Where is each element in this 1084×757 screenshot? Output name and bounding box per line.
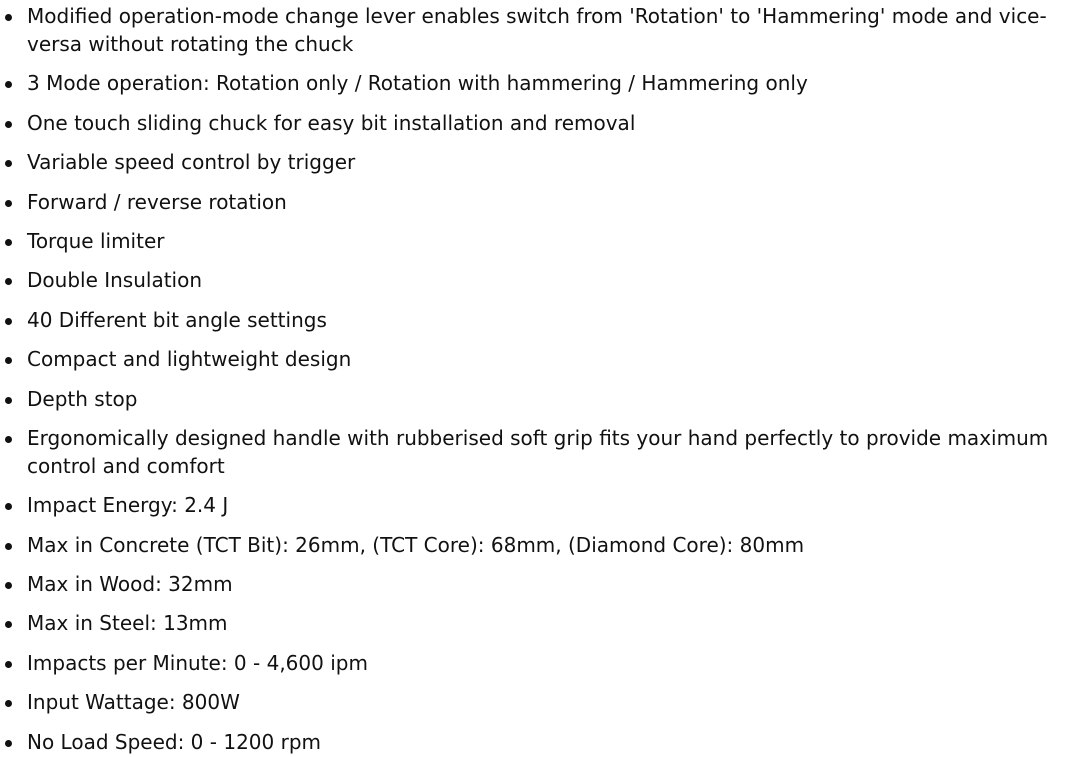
bullet-icon	[5, 81, 12, 88]
bullet-icon	[5, 661, 12, 668]
list-item	[0, 227, 1083, 255]
list-item	[0, 345, 1083, 373]
bullet-icon	[5, 160, 12, 167]
bullet-icon	[5, 621, 12, 628]
list-item-text: Max in Steel: 13mm	[27, 611, 228, 636]
list-item	[0, 2, 1083, 58]
list-item	[0, 570, 1083, 598]
list-item-text: No Load Speed: 0 - 1200 rpm	[27, 729, 321, 754]
list-item-text: One touch sliding chuck for easy bit installation and removal	[27, 110, 636, 135]
list-item	[0, 649, 1083, 677]
list-item-text: Max in Wood: 32mm	[27, 572, 233, 597]
bullet-icon	[5, 740, 12, 747]
list-item-text: Impact Energy: 2.4 J	[27, 493, 229, 518]
list-item	[0, 728, 1083, 756]
list-item-text: Forward / reverse rotation	[27, 189, 287, 214]
bullet-icon	[5, 700, 12, 707]
list-item	[0, 148, 1083, 176]
list-item	[0, 531, 1083, 559]
list-item	[0, 424, 1083, 480]
list-item	[0, 188, 1083, 216]
bullet-icon	[5, 278, 12, 285]
bullet-icon	[5, 200, 12, 207]
list-item-text: Ergonomically designed handle with rubberised soft grip fits your hand perfectly to provide maximum control and comfort	[27, 425, 1049, 478]
bullet-icon	[5, 357, 12, 364]
bullet-icon	[5, 503, 12, 510]
bullet-icon	[5, 543, 12, 550]
list-item	[0, 385, 1083, 413]
bullet-icon	[5, 582, 12, 589]
bullet-icon	[5, 436, 12, 443]
list-item-text: Variable speed control by trigger	[27, 150, 356, 175]
list-item-text: Max in Concrete (TCT Bit): 26mm, (TCT Core): 68mm, (Diamond Core): 80mm	[27, 532, 805, 557]
list-item-text: Modified operation-mode change lever enables switch from 'Rotation' to 'Hammering' mode and vice-versa without rotating the chuck	[27, 4, 1047, 56]
list-item	[0, 609, 1083, 637]
bullet-icon	[5, 121, 12, 128]
list-item-text: Compact and lightweight design	[27, 347, 352, 372]
bullet-icon	[5, 318, 12, 325]
bullet-icon	[5, 14, 12, 21]
list-item	[0, 266, 1083, 294]
list-item	[0, 306, 1083, 334]
bullet-icon	[5, 239, 12, 246]
list-item-text: Depth stop	[27, 386, 138, 411]
bullet-icon	[5, 397, 12, 404]
list-item	[0, 109, 1083, 137]
list-item	[0, 688, 1083, 716]
list-item-text: Input Wattage: 800W	[27, 690, 240, 715]
list-item	[0, 491, 1083, 519]
list-item-text: Torque limiter	[27, 228, 165, 253]
list-item-text: 40 Different bit angle settings	[27, 307, 327, 332]
list-item-text: Impacts per Minute: 0 - 4,600 ipm	[27, 650, 368, 675]
feature-list	[0, 2, 1084, 756]
list-item-text: Double Insulation	[27, 268, 203, 293]
list-item-text: 3 Mode operation: Rotation only / Rotation with hammering / Hammering only	[27, 71, 808, 96]
list-item	[0, 69, 1083, 97]
